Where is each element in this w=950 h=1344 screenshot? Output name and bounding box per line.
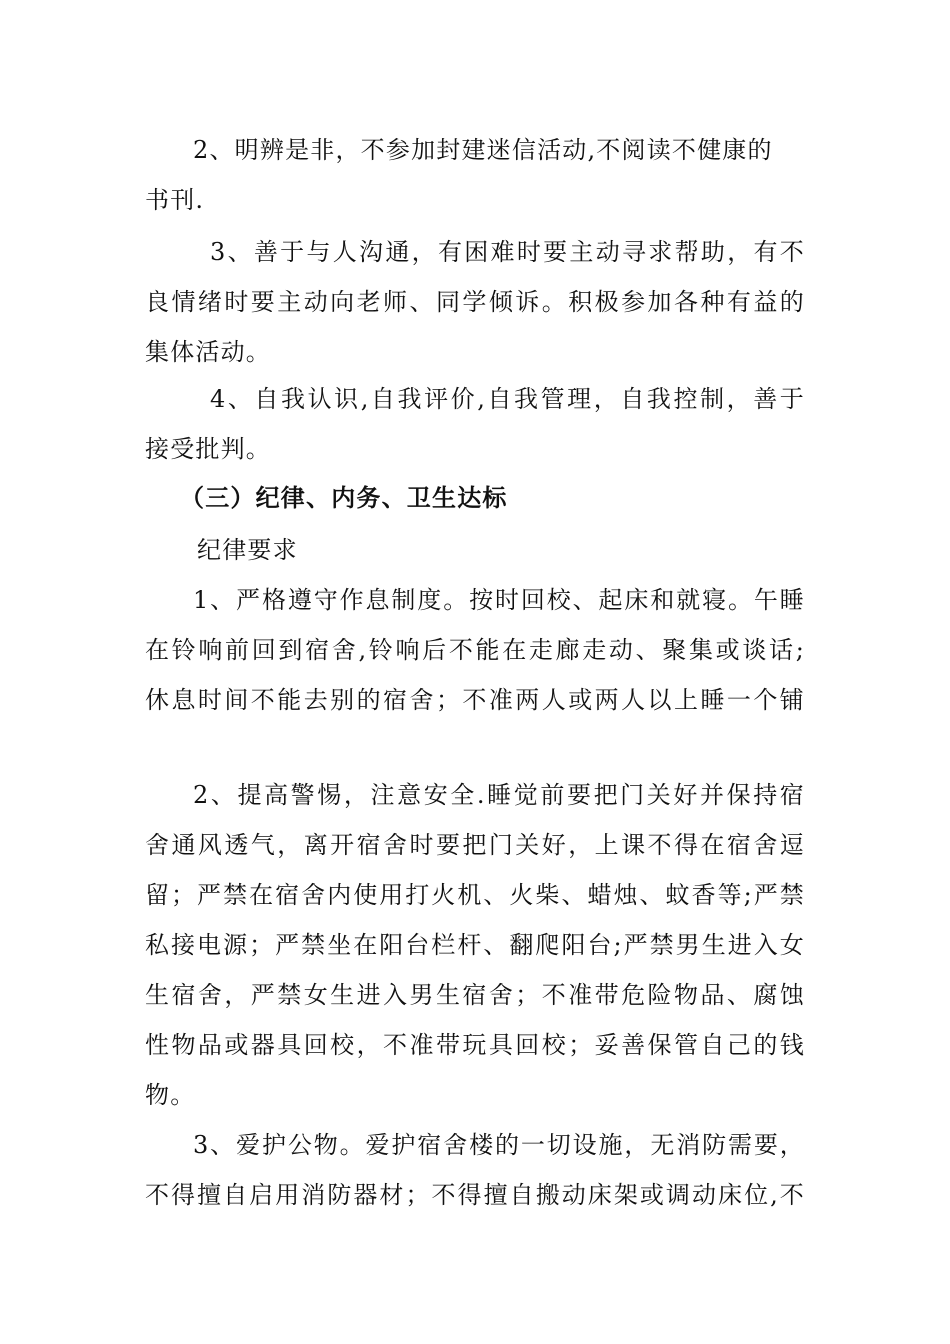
rule-2-line-3: 留；严禁在宿舍内使用打火机、火柴、蜡烛、蚊香等;严禁 (145, 881, 805, 909)
paragraph-3-line-1: 3、善于与人沟通，有困难时要主动寻求帮助，有不 (210, 238, 805, 266)
rule-2-line-4: 私接电源；严禁坐在阳台栏杆、翻爬阳台;严禁男生进入女 (145, 931, 805, 959)
paragraph-2-line-2: 书刊. (145, 186, 205, 214)
rule-1-line-2: 在铃响前回到宿舍,铃响后不能在走廊走动、聚集或谈话; (145, 636, 805, 664)
rule-3-line-2: 不得擅自启用消防器材；不得擅自搬动床架或调动床位,不 (145, 1181, 805, 1209)
rule-2-line-1: 2、提高警惕，注意安全.睡觉前要把门关好并保持宿 (193, 781, 805, 809)
section-heading: （三）纪律、内务、卫生达标 (180, 483, 508, 512)
rule-3-line-1: 3、爱护公物。爱护宿舍楼的一切设施，无消防需要， (193, 1131, 805, 1159)
rule-2-line-6: 性物品或器具回校，不准带玩具回校；妥善保管自己的钱 (145, 1031, 805, 1059)
paragraph-4-line-1: 4、自我认识,自我评价,自我管理，自我控制，善于 (210, 385, 805, 413)
paragraph-3-line-2: 良情绪时要主动向老师、同学倾诉。积极参加各种有益的 (145, 288, 805, 316)
paragraph-3-line-3: 集体活动。 (145, 338, 271, 366)
rule-1-line-1: 1、严格遵守作息制度。按时回校、起床和就寝。午睡 (193, 586, 805, 614)
rule-1-line-3: 休息时间不能去别的宿舍；不准两人或两人以上睡一个铺 (145, 686, 805, 714)
rule-2-line-7: 物。 (145, 1081, 196, 1109)
paragraph-2-line-1: 2、明辨是非，不参加封建迷信活动,不阅读不健康的 (193, 136, 773, 164)
rule-2-line-2: 舍通风透气，离开宿舍时要把门关好，上课不得在宿舍逗 (145, 831, 805, 859)
rule-2-line-5: 生宿舍，严禁女生进入男生宿舍；不准带危险物品、腐蚀 (145, 981, 805, 1009)
subheading-discipline: 纪律要求 (197, 536, 298, 564)
paragraph-4-line-2: 接受批判。 (145, 435, 271, 463)
